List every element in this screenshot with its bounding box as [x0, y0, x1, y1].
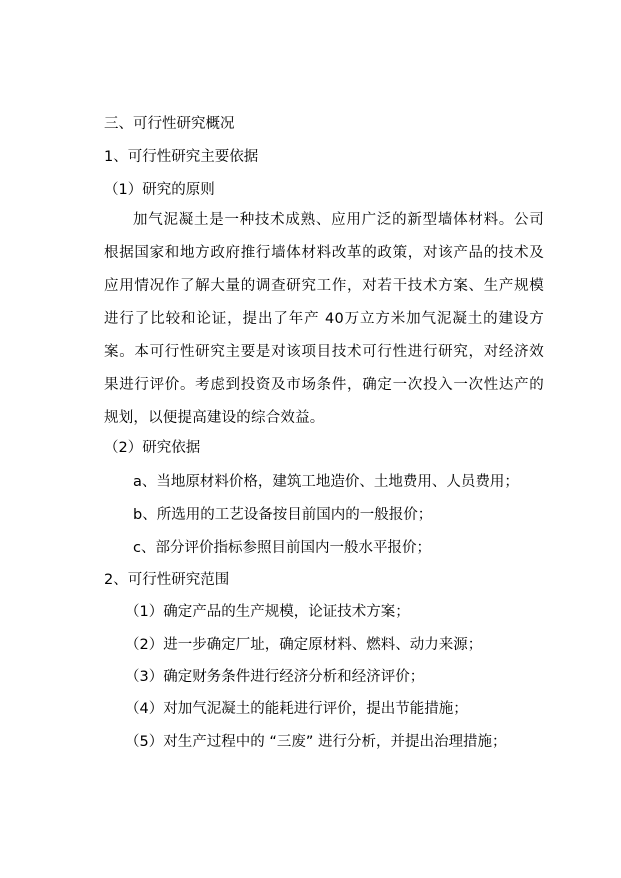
scope-item-3: （3）确定财务条件进行经济分析和经济评价；	[125, 669, 425, 685]
scope-item-1: （1）确定产品的生产规模，论证技术方案；	[125, 604, 410, 620]
subsection-1-heading: 1、可行性研究主要依据	[104, 149, 259, 165]
item-1-paragraph: 加气泥凝土是一种技术成熟、应用广泛的新型墙体材料。公司根据国家和地方政府推行墙体材料改革的政策，对该产品的技术及应用情况作了解大量的调查研究工作，对若干技术方案、生产规模进行了比较和论证，提出了年产 40万立方米加气泥凝土的建设方案。本可行性研究主要是对该项目技术可行性进行研究，对经济效果进行评价。考虑到投资及市场条件，确定一次投入一次性达产的规划，以便提高建设的综合效益。	[104, 212, 544, 426]
scope-item-2: （2）进一步确定厂址，确定原材料、燃料、动力来源；	[125, 637, 483, 653]
item-2-heading: （2）研究依据	[104, 440, 201, 456]
section-heading: 三、可行性研究概况	[104, 116, 235, 132]
subsection-2-heading: 2、可行性研究范围	[104, 572, 230, 588]
scope-item-4: （4）对加气泥凝土的能耗进行评价，提出节能措施；	[125, 701, 468, 717]
basis-item-a: a、当地原材料价格，建筑工地造价、土地费用、人员费用；	[133, 474, 519, 490]
item-1-heading: （1）研究的原则	[104, 182, 215, 198]
basis-item-c: c、部分评价指标参照目前国内一般水平报价；	[133, 540, 431, 556]
basis-item-b: b、所选用的工艺设备按目前国内的一般报价；	[133, 507, 433, 523]
scope-item-5: （5）对生产过程中的 “三废” 进行分析，并提出治理措施；	[125, 734, 507, 750]
